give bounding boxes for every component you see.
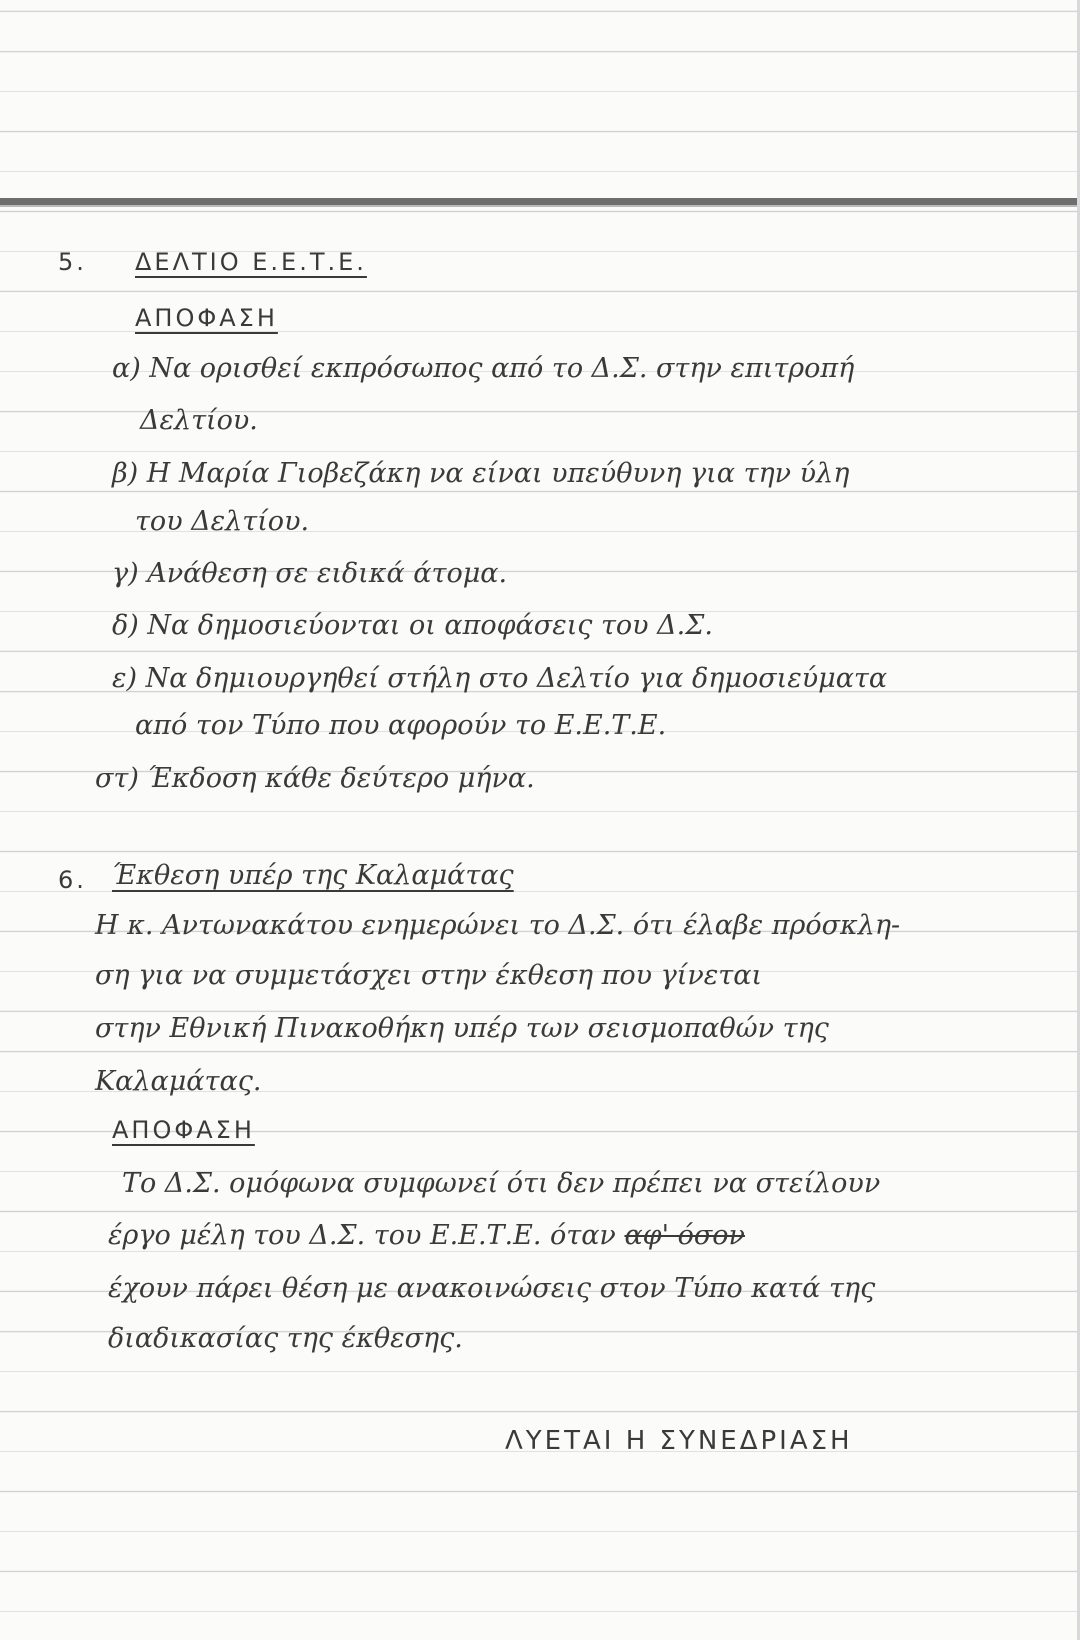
item6-title: Έκθεση υπέρ της Καλαμάτας xyxy=(112,860,514,891)
closing-statement: ΛΥΕΤΑΙ Η ΣΥΝΕΔΡΙΑΣΗ xyxy=(505,1426,853,1456)
item6-line-1: Η κ. Αντωνακάτου ενημερώνει το Δ.Σ. ότι έλαβε πρόσκλη- xyxy=(95,910,901,941)
item5-line-e: ε) Να δημιουργηθεί στήλη στο Δελτίο για δημοσιεύματα xyxy=(112,663,888,694)
page-header-rule-shadow xyxy=(0,205,1080,207)
item5-line-d: δ) Να δημοσιεύονται οι αποφάσεις του Δ.Σ. xyxy=(112,610,713,641)
item6-line-2: ση για να συμμετάσχει στην έκθεση που γίνεται xyxy=(95,960,763,991)
item6-decision-line-4: διαδικασίας της έκθεσης. xyxy=(108,1323,463,1354)
item6-decision-line-1: Το Δ.Σ. ομόφωνα συμφωνεί ότι δεν πρέπει να στείλουν xyxy=(122,1168,881,1199)
item6-line-3: στην Εθνική Πινακοθήκη υπέρ των σεισμοπαθών της xyxy=(95,1013,829,1044)
item6-decision-heading: ΑΠΟΦΑΣΗ xyxy=(112,1116,255,1144)
item5-number: 5. xyxy=(58,248,87,276)
item5-line-a-cont: Δελτίου. xyxy=(140,405,258,436)
item5-line-st: στ) Έκδοση κάθε δεύτερο μήνα. xyxy=(95,763,535,794)
item5-decision-heading: ΑΠΟΦΑΣΗ xyxy=(135,304,278,332)
item5-line-b: β) Η Μαρία Γιοβεζάκη να είναι υπεύθυνη για την ύλη xyxy=(112,458,850,489)
item6-number: 6. xyxy=(58,866,87,894)
item6-decision-line-2 xyxy=(108,1222,745,1249)
page-header-rule xyxy=(0,198,1080,205)
item5-line-e-cont: από τον Τύπο που αφορούν το Ε.Ε.Τ.Ε. xyxy=(135,710,667,741)
item5-line-a: α) Να ορισθεί εκπρόσωπος από το Δ.Σ. στην επιτροπή xyxy=(112,353,855,384)
item6-line-4: Καλαμάτας. xyxy=(95,1066,262,1097)
item5-title: ΔΕΛΤΙΟ Ε.Ε.Τ.Ε. xyxy=(135,248,367,276)
item6-decision-line-3: έχουν πάρει θέση με ανακοινώσεις στον Τύπο κατά της xyxy=(108,1273,876,1304)
item6-decision-line-2-text: έργο μέλη του Δ.Σ. του Ε.Ε.Τ.Ε. όταν xyxy=(108,1220,616,1251)
item5-line-c: γ) Ανάθεση σε ειδικά άτομα. xyxy=(112,558,508,589)
item5-line-b-cont: του Δελτίου. xyxy=(135,506,310,537)
struck-word: αφ' όσον xyxy=(624,1220,745,1251)
